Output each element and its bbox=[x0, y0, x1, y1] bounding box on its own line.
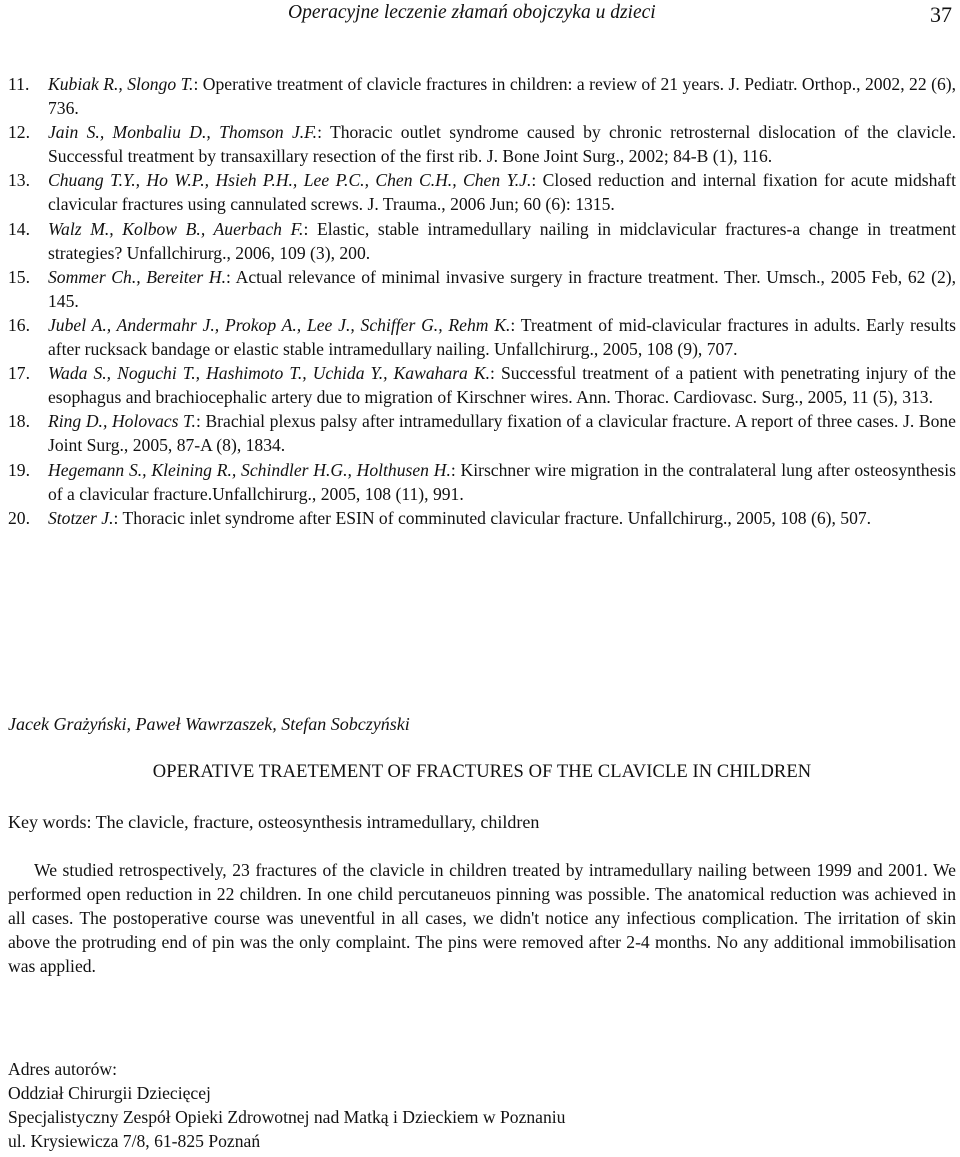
reference-authors: Jain S., Monbaliu D., Thomson J.F. bbox=[48, 122, 318, 143]
reference-item bbox=[8, 409, 956, 457]
reference-text: : Brachial plexus palsy after intramedullary fixation of a clavicular fracture. A report of three cases. J. Bone Joint Surg., 2005, 87-A (8), 1834. bbox=[48, 411, 956, 456]
reference-item bbox=[8, 120, 956, 168]
reference-number: 16. bbox=[8, 314, 30, 335]
reference-number: 13. bbox=[8, 170, 30, 191]
reference-number: 20. bbox=[8, 507, 30, 528]
reference-number: 17. bbox=[8, 363, 30, 384]
reference-item bbox=[8, 168, 956, 216]
reference-authors: Chuang T.Y., Ho W.P., Hsieh P.H., Lee P.C., Chen C.H., Chen Y.J. bbox=[48, 170, 532, 191]
address-line: Oddział Chirurgii Dziecięcej bbox=[8, 1083, 211, 1103]
reference-authors: Walz M., Kolbow B., Auerbach F. bbox=[48, 218, 304, 239]
reference-item bbox=[8, 72, 956, 120]
abstract-title: OPERATIVE TRAETEMENT OF FRACTURES OF THE CLAVICLE IN CHILDREN bbox=[152, 762, 812, 782]
reference-item bbox=[8, 458, 956, 506]
reference-authors: Sommer Ch., Bereiter H. bbox=[48, 266, 227, 287]
address-line: ul. Krysiewicza 7/8, 61-825 Poznań bbox=[8, 1131, 261, 1151]
reference-text: : Kirschner wire migration in the contralateral lung after osteosynthesis of a clavicular fracture.Unfallchirurg., 2005, 108 (11), 991. bbox=[48, 459, 956, 504]
reference-authors: Kubiak R., Slongo T. bbox=[48, 74, 194, 94]
reference-item bbox=[8, 506, 956, 530]
reference-text: : Operative treatment of clavicle fractures in children: a review of 21 years. J. Pediatr. Orthop., 2002, 22 (6), 736. bbox=[48, 74, 956, 119]
abstract-body: We studied retrospectively, 23 fractures of the clavicle in children treated by intramedullary nailing between 1999 and 2001. We performed open reduction in 22 children. In one child percutaneuos pinning was possible. The anatomical reduction was achieved in all cases. The postoperative course was uneventful in all cases, we didn't notice any infectious complication. The irritation of skin above the protruding end of pin was the only complaint. The pins were removed after 2-4 months. No any additional immobilisation was applied. bbox=[8, 860, 956, 977]
reference-text: : Thoracic outlet syndrome caused by chronic retrosternal dislocation of the clavicle. Successful treatment by transaxillary resection of the first rib. J. Bone Joint Surg., 2002; 84-B (1), 116. bbox=[48, 122, 956, 167]
address-label: Adres autorów: bbox=[8, 1059, 117, 1079]
reference-text: : Closed reduction and internal fixation for acute midshaft clavicular fractures using cannulated screws. J. Trauma., 2006 Jun; 60 (6): 1315. bbox=[48, 170, 956, 215]
reference-number: 18. bbox=[8, 411, 30, 432]
reference-number: 15. bbox=[8, 266, 30, 287]
reference-list bbox=[8, 72, 956, 530]
page-number: 37 bbox=[930, 2, 952, 27]
reference-authors: Stotzer J. bbox=[48, 507, 114, 528]
address-line: Specjalistyczny Zespół Opieki Zdrowotnej nad Matką i Dzieckiem w Poznaniu bbox=[8, 1107, 566, 1127]
reference-number: 12. bbox=[8, 122, 30, 143]
reference-text: : Treatment of mid-clavicular fractures in adults. Early results after rucksack bandage or elastic stable intramedullary nailing. Unfallchirurg., 2005, 108 (9), 707. bbox=[48, 314, 956, 360]
reference-item bbox=[8, 361, 956, 409]
reference-number: 19. bbox=[8, 459, 30, 480]
reference-text: : Successful treatment of a patient with penetrating injury of the esophagus and brachiocephalic artery due to migration of Kirschner wires. Ann. Thorac. Cardiovasc. Surg., 2005, 11 (5), 313. bbox=[48, 363, 956, 408]
reference-item bbox=[8, 313, 956, 361]
reference-item bbox=[8, 265, 956, 313]
reference-authors: Jubel A., Andermahr J., Prokop A., Lee J., Schiffer G., Rehm K. bbox=[48, 314, 511, 335]
english-abstract bbox=[8, 712, 956, 977]
abstract-authors: Jacek Grażyński, Paweł Wawrzaszek, Stefan Sobczyński bbox=[8, 714, 410, 734]
reference-authors: Hegemann S., Kleining R., Schindler H.G., Holthusen H. bbox=[48, 459, 451, 480]
reference-text: : Actual relevance of minimal invasive surgery in fracture treatment. Ther. Umsch., 2005 Feb, 62 (2), 145. bbox=[48, 266, 957, 311]
reference-number: 11. bbox=[8, 74, 30, 94]
keywords: Key words: The clavicle, fracture, osteosynthesis intramedullary, children bbox=[8, 812, 540, 832]
reference-text: : Thoracic inlet syndrome after ESIN of comminuted clavicular fracture. Unfallchirurg., 2005, 108 (6), 507. bbox=[113, 507, 872, 528]
page-header bbox=[0, 0, 960, 34]
reference-item bbox=[8, 217, 956, 265]
running-title: Operacyjne leczenie złamań obojczyka u dzieci bbox=[288, 2, 656, 23]
author-address bbox=[8, 1057, 956, 1153]
reference-authors: Wada S., Noguchi T., Hashimoto T., Uchida Y., Kawahara K. bbox=[48, 363, 491, 384]
reference-text: : Elastic, stable intramedullary nailing in midclavicular fractures-a change in treatment strategies? Unfallchirurg., 2006, 109 (3), 200. bbox=[48, 218, 956, 263]
reference-authors: Ring D., Holovacs T. bbox=[48, 411, 196, 432]
reference-number: 14. bbox=[8, 218, 30, 239]
